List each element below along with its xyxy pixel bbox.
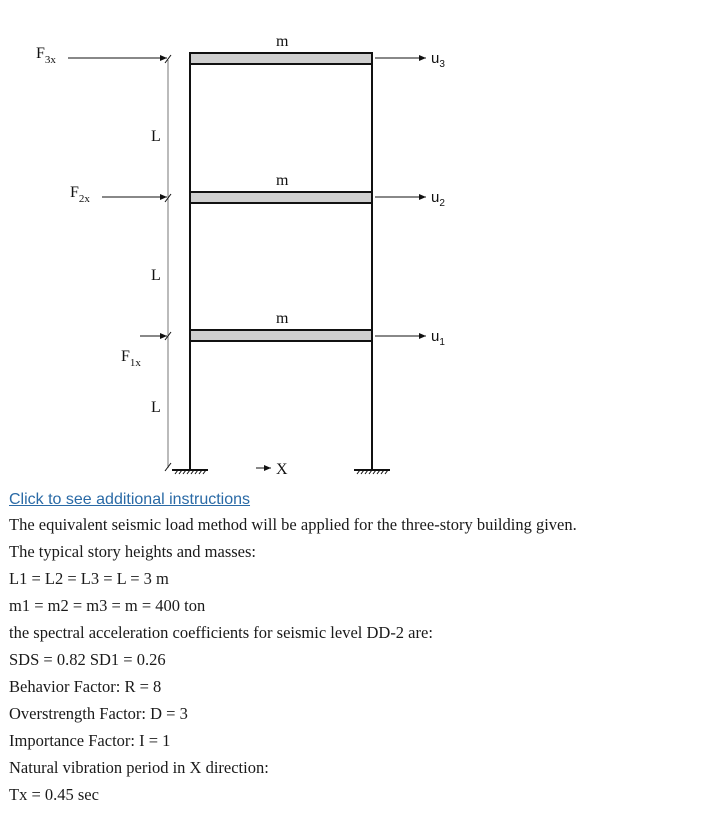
disp-label-1: $u_1$ — [431, 328, 445, 348]
right-fixed-support — [354, 470, 390, 474]
text-line-importance-factor: Importance Factor: I = 1 — [9, 731, 171, 750]
mass-label-2: m — [276, 172, 289, 189]
text-line-masses: m1 = m2 = m3 = m = 400 ton — [9, 596, 206, 615]
text-line-spectral-values: SDS = 0.82 SD1 = 0.26 — [9, 650, 166, 669]
disp-label-3: $u_3$ — [431, 50, 445, 70]
slab-level-1 — [190, 330, 372, 341]
text-line-overstrength-factor: Overstrength Factor: D = 3 — [9, 704, 188, 723]
text-line-period-intro: Natural vibration period in X direction: — [9, 758, 269, 777]
x-axis-label: X — [276, 461, 288, 478]
additional-instructions-link[interactable]: Click to see additional instructions — [9, 491, 251, 508]
slab-level-3 — [190, 53, 372, 64]
mass-label-1: m — [276, 310, 289, 327]
mass-label-3: m — [276, 33, 289, 50]
text-line-heights: L1 = L2 = L3 = L = 3 m — [9, 569, 169, 588]
height-label-1: L — [151, 399, 161, 416]
text-line-period-value: Tx = 0.45 sec — [9, 785, 99, 804]
text-line-heights-masses-intro: The typical story heights and masses: — [9, 542, 256, 561]
text-line-method: The equivalent seismic load method will be applied for the three-story building given. — [9, 515, 577, 534]
force-label-1: $F_{1x}$ — [121, 348, 141, 369]
left-fixed-support — [172, 470, 208, 474]
height-label-3: L — [151, 128, 161, 145]
problem-statement — [9, 489, 709, 808]
slab-level-2 — [190, 192, 372, 203]
text-line-behavior-factor: Behavior Factor: R = 8 — [9, 677, 162, 696]
force-label-3: $F_{3x}$ — [36, 45, 56, 66]
disp-label-2: $u_2$ — [431, 189, 445, 209]
force-label-2: $F_{2x}$ — [70, 184, 90, 205]
text-line-spectral-intro: the spectral acceleration coefficients for seismic level DD-2 are: — [9, 623, 433, 642]
height-label-2: L — [151, 267, 161, 284]
